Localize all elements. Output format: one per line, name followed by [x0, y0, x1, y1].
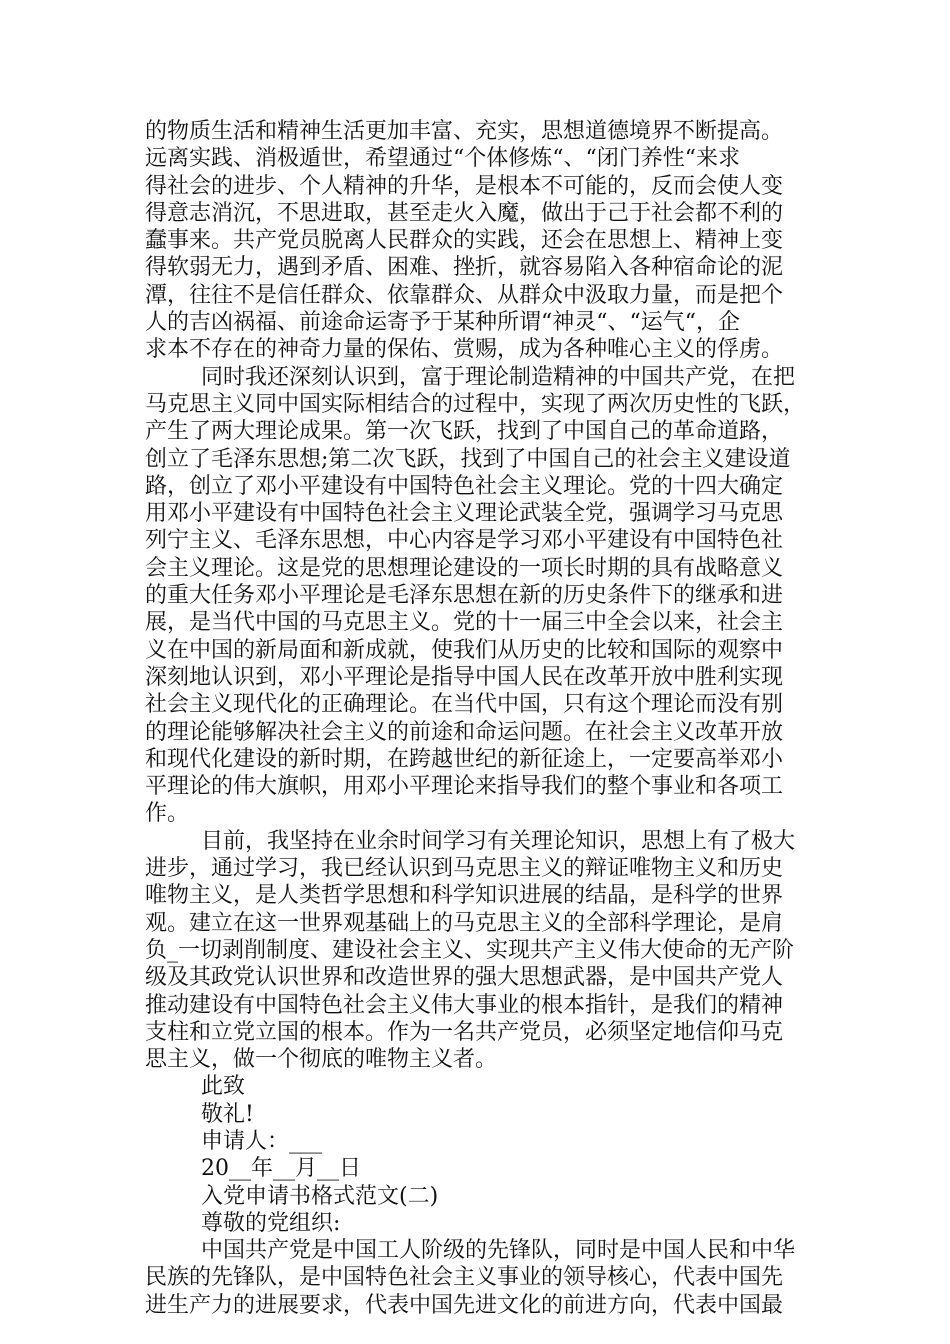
- greeting-line: 尊敬的党组织:: [201, 1210, 341, 1236]
- text-line: 民族的先锋队，是中国特色社会主义事业的领导核心，代表中国先: [145, 1265, 784, 1291]
- text-line: 推动建设有中国特色社会主义伟大事业的根本指针，是我们的精神: [145, 992, 784, 1018]
- text-line: 蠢事来。共产党员脱离人民群众的实践，还会在思想上、精神上变: [145, 228, 784, 254]
- text-line: 会主义理论。这是党的思想理论建设的一项长时期的具有战略意义: [145, 555, 784, 581]
- text-line: 马克思主义同中国实际相结合的过程中，实现了两次历史性的飞跃，: [145, 391, 806, 417]
- date-line: 20__年__月__日: [201, 1156, 361, 1182]
- text-line: 列宁主义、毛泽东思想，中心内容是学习邓小平建设有中国特色社: [145, 528, 784, 554]
- text-line: 的重大任务邓小平理论是毛泽东思想在新的历史条件下的继承和进: [145, 583, 784, 609]
- text-line: 进步，通过学习，我已经认识到马克思主义的辩证唯物主义和历史: [145, 856, 784, 882]
- text-line: 深刻地认识到，邓小平理论是指导中国人民在改革开放中胜利实现: [145, 664, 784, 690]
- text-line: 人的吉凶祸福、前途命运寄予于某种所谓“神灵“、“运气“，企: [145, 310, 740, 336]
- text-line: 社会主义现代化的正确理论。在当代中国，只有这个理论而没有别: [145, 692, 784, 718]
- section-heading: 入党申请书格式范文(二): [201, 1183, 439, 1209]
- text-line: 远离实践、消极遁世，希望通过“个体修炼“、“闭门养性“来求: [145, 146, 740, 172]
- text-line: 唯物主义，是人类哲学思想和科学知识进展的结晶，是科学的世界: [145, 883, 784, 909]
- text-line: 得社会的进步、个人精神的升华，是根本不可能的，反而会使人变: [145, 173, 784, 199]
- closing-line: 此致: [201, 1074, 246, 1100]
- text-line: 用邓小平建设有中国特色社会主义理论武装全党，强调学习马克思: [145, 501, 784, 527]
- text-line: 得软弱无力，遇到矛盾、困难、挫折，就容易陷入各种宿命论的泥: [145, 255, 784, 281]
- applicant-line: 申请人：___: [201, 1128, 323, 1154]
- text-line: 求本不存在的神奇力量的保佑、赏赐，成为各种唯心主义的俘虏。: [145, 337, 784, 363]
- text-line: 潭，往往不是信任群众、依靠群众、从群众中汲取力量，而是把个: [145, 282, 784, 308]
- text-line: 得意志消沉，不思进取，甚至走火入魔，做出于己于社会都不利的: [145, 200, 784, 226]
- text-line: 平理论的伟大旗帜，用邓小平理论来指导我们的整个事业和各项工: [145, 774, 784, 800]
- text-line: 思主义，做一个彻底的唯物主义者。: [145, 1047, 498, 1073]
- text-line: 负_一切剥削制度、建设社会主义、实现共产主义伟大使命的无产阶: [145, 937, 795, 963]
- text-line: 支柱和立党立国的根本。作为一名共产党员，必须坚定地信仰马克: [145, 1019, 784, 1045]
- paragraph-start-line: 中国共产党是中国工人阶级的先锋队，同时是中国人民和中华: [201, 1238, 796, 1264]
- salutation-line: 敬礼!: [201, 1101, 254, 1127]
- text-line: 观。建立在这一世界观基础上的马克思主义的全部科学理论，是肩: [145, 910, 784, 936]
- text-line: 义在中国的新局面和新成就，使我们从历史的比较和国际的观察中: [145, 637, 784, 663]
- text-line: 的物质生活和精神生活更加丰富、充实，思想道德境界不断提高。: [145, 119, 784, 144]
- text-line: 展，是当代中国的马克思主义。党的十一届三中全会以来，社会主: [145, 610, 784, 636]
- document-body: [145, 118, 835, 1319]
- text-line: 创立了毛泽东思想;第二次飞跃，找到了中国自己的社会主义建设道: [145, 446, 791, 472]
- text-line: 和现代化建设的新时期，在跨越世纪的新征途上，一定要高举邓小: [145, 746, 784, 772]
- text-line: 级及其政党认识世界和改造世界的强大思想武器，是中国共产党人: [145, 965, 784, 991]
- text-line: 进生产力的进展要求，代表中国先进文化的前进方向，代表中国最: [145, 1292, 784, 1318]
- paragraph-start-line: 目前，我坚持在业余时间学习有关理论知识，思想上有了极大: [201, 828, 796, 854]
- paragraph-start-line: 同时我还深刻认识到，富于理论制造精神的中国共产党，在把: [201, 364, 796, 390]
- text-line: 作。: [145, 801, 190, 827]
- text-line: 的理论能够解决社会主义的前途和命运问题。在社会主义改革开放: [145, 719, 784, 745]
- text-line: 产生了两大理论成果。第一次飞跃，找到了中国自己的革命道路，: [145, 419, 784, 445]
- text-line: 路，创立了邓小平建设有中国特色社会主义理论。党的十四大确定: [145, 473, 784, 499]
